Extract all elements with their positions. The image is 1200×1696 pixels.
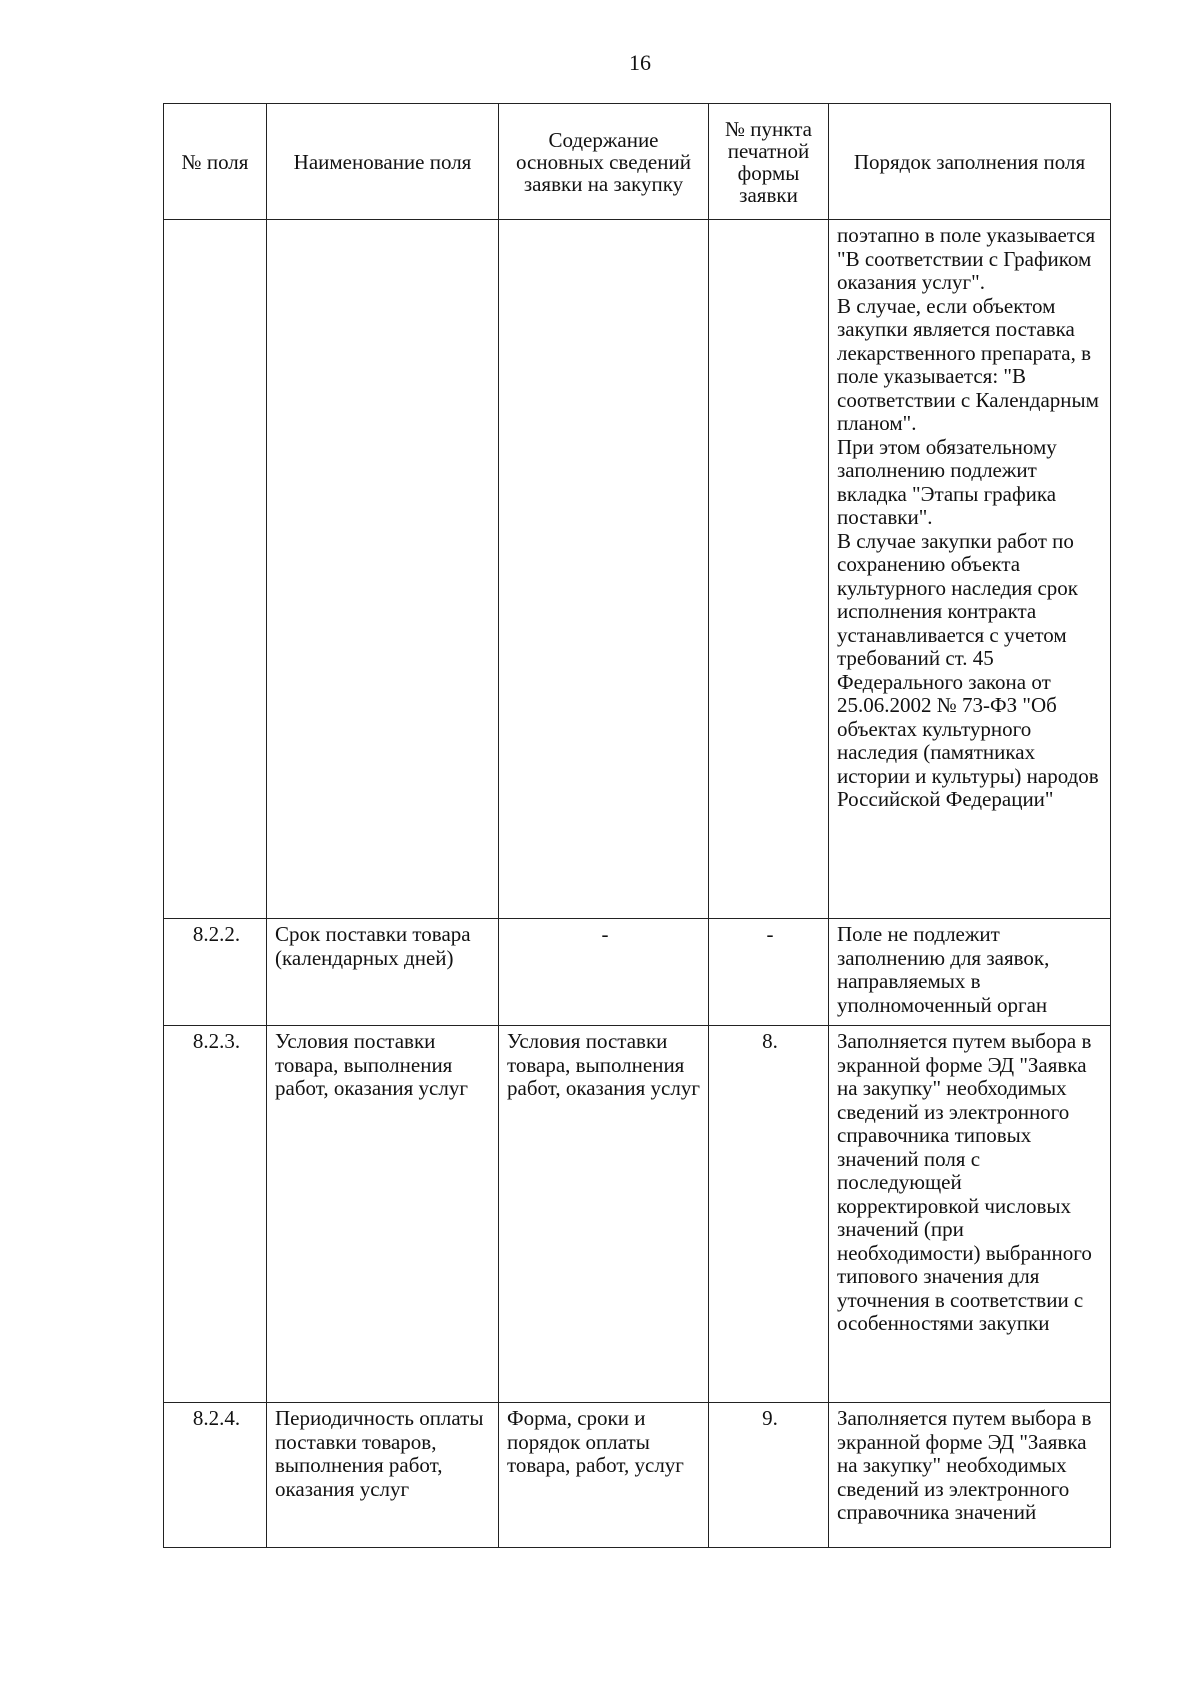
table-row (164, 220, 1111, 919)
cell-field-no: 8.2.4. (164, 1403, 267, 1548)
cell-procedure: Заполняется путем выбора в экранной форме ЭД "Заявка на закупку" необходимых сведений из электронного справочника типовых значений поля с последующей корректировкой числовых значений (при необходимости) выбранного типового значения для уточнения в соответствии с особенностями закупки (829, 1026, 1111, 1403)
cell-print-item: 9. (709, 1403, 829, 1548)
cell-field-name: Условия поставки товара, выполнения работ, оказания услуг (267, 1026, 499, 1403)
cell-field-no: 8.2.2. (164, 919, 267, 1026)
cell-print-item: - (709, 919, 829, 1026)
fields-table (163, 103, 1111, 1548)
cell-print-item (709, 220, 829, 919)
header-content: Содержание основных сведений заявки на закупку (499, 104, 709, 220)
cell-procedure: поэтапно в поле указывается "В соответствии с Графиком оказания услуг". В случае, если объектом закупки является поставка лекарственного препарата, в поле указывается: "В соответствии с Календарным планом". При этом обязательному заполнению подлежит вкладка "Этапы графика поставки". В случае закупки работ по сохранению объекта культурного наследия срок исполнения контракта устанавливается с учетом требований ст. 45 Федерального закона от 25.06.2002 № 73-ФЗ "Об объектах культурного наследия (памятниках истории и культуры) народов Российской Федерации" (829, 220, 1111, 919)
table-row (164, 1403, 1111, 1548)
cell-content: Условия поставки товара, выполнения работ, оказания услуг (499, 1026, 709, 1403)
cell-procedure: Поле не подлежит заполнению для заявок, направляемых в уполномоченный орган (829, 919, 1111, 1026)
table-row (164, 1026, 1111, 1403)
cell-procedure: Заполняется путем выбора в экранной форме ЭД "Заявка на закупку" необходимых сведений из электронного справочника значений (829, 1403, 1111, 1548)
header-print-item: № пункта печатной формы заявки (709, 104, 829, 220)
cell-field-no (164, 220, 267, 919)
table-row (164, 919, 1111, 1026)
cell-content: - (499, 919, 709, 1026)
header-field-no: № поля (164, 104, 267, 220)
cell-content (499, 220, 709, 919)
cell-field-name (267, 220, 499, 919)
table-header-row (164, 104, 1111, 220)
cell-field-name: Срок поставки товара (календарных дней) (267, 919, 499, 1026)
cell-content: Форма, сроки и порядок оплаты товара, работ, услуг (499, 1403, 709, 1548)
cell-field-name: Периодичность оплаты поставки товаров, выполнения работ, оказания услуг (267, 1403, 499, 1548)
cell-field-no: 8.2.3. (164, 1026, 267, 1403)
header-procedure: Порядок заполнения поля (829, 104, 1111, 220)
page-number: 16 (629, 50, 651, 75)
header-field-name: Наименование поля (267, 104, 499, 220)
cell-print-item: 8. (709, 1026, 829, 1403)
